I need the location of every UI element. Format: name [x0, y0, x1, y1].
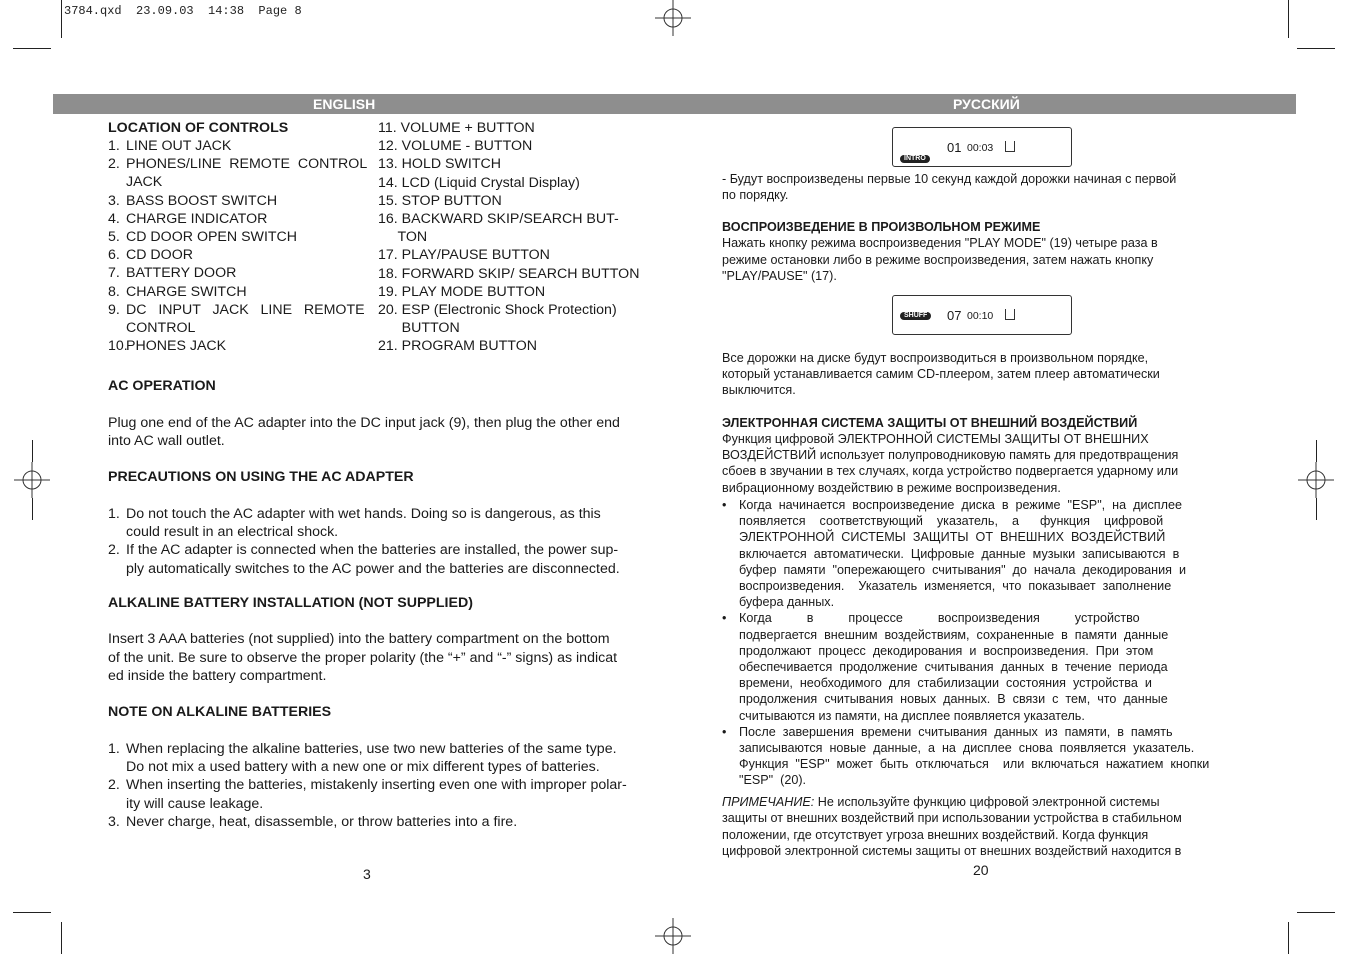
note-title: NOTE ON ALKALINE BATTERIES	[108, 704, 332, 720]
list-text: ity will cause leakage.	[126, 795, 264, 812]
control-item: 17. PLAY/PAUSE BUTTON	[378, 247, 550, 264]
intro-badge: INTRO	[900, 155, 930, 163]
battery-icon	[1005, 309, 1015, 320]
crop-mark	[13, 912, 51, 913]
control-label: JACK	[126, 174, 163, 191]
random-text2-line: выключится.	[722, 383, 796, 397]
list-text: When inserting the batteries, mistakenly inserting even one with improper polar-	[126, 777, 627, 794]
battery-icon	[1005, 141, 1015, 152]
control-label: CD DOOR	[126, 247, 193, 264]
list-number: 2.	[108, 777, 120, 794]
russian-header-band	[675, 94, 1296, 114]
control-item: 18. FORWARD SKIP/ SEARCH BUTTON	[378, 265, 640, 282]
esp-bullet-text: подвергается внешним воздействиям, сохраненные в памяти данные	[739, 627, 1169, 642]
esp-bullet-text: Когда в процессе воспроизведения устройство	[739, 611, 1140, 626]
control-label: PHONES/LINE REMOTE CONTROL	[126, 156, 368, 173]
registration-mark-icon	[1298, 462, 1334, 498]
control-number: 3.	[108, 192, 120, 209]
control-item: 12. VOLUME - BUTTON	[378, 138, 533, 155]
control-label: CHARGE INDICATOR	[126, 210, 268, 227]
battery-text-line: of the unit. Be sure to observe the proper polarity (the “+” and “-” signs) as indicat	[108, 650, 618, 666]
note-line: защиты от внешних воздействий при использовании устройства в стабильном	[722, 811, 1182, 825]
esp-bullet-text: времени, необходимого для стабилизации состояния устройства и	[739, 676, 1152, 691]
control-number: 10.	[108, 338, 128, 355]
control-label: CONTROL	[126, 320, 196, 336]
printer-slug: 3784.qxd 23.09.03 14:38 Page 8	[64, 4, 302, 18]
random-play-title: ВОСПРОИЗВЕДЕНИЕ В ПРОИЗВОЛЬНОМ РЕЖИМЕ	[722, 220, 1041, 234]
control-number: 5.	[108, 229, 120, 245]
random-text2-line: Все дорожки на диске будут воспроизводиться в произвольном порядке,	[722, 351, 1149, 365]
list-text: When replacing the alkaline batteries, use two new batteries of the same type.	[126, 741, 617, 757]
esp-bullet-text: После завершения времени считывания данных из памяти, в память	[739, 724, 1173, 739]
control-number: 6.	[108, 247, 120, 264]
esp-intro-line: Функция цифровой ЭЛЕКТРОННОЙ СИСТЕМЫ ЗАЩИТЫ ОТ ВНЕШНИХ	[722, 432, 1149, 446]
note-line: положении, где отсутствует угроза внешних воздействий. Когда функция	[722, 828, 1149, 842]
bullet-icon: •	[722, 611, 727, 626]
crop-mark	[1288, 922, 1289, 954]
bullet-icon: •	[722, 498, 727, 512]
crop-mark	[32, 440, 33, 462]
lcd-display-shuffle	[892, 295, 1072, 335]
english-header-band	[53, 94, 675, 114]
crop-mark	[61, 922, 62, 954]
esp-bullet-text: обеспечивается продолжение считывания данных в течение периода	[739, 660, 1168, 674]
english-header: ENGLISH	[313, 96, 376, 112]
crop-mark	[1297, 48, 1335, 49]
esp-bullet-text: воспроизведения. Указатель изменяется, что показывает заполнение	[739, 579, 1172, 593]
esp-bullet-text: "ESP" (20).	[739, 773, 807, 788]
lcd-track: 07	[947, 308, 962, 323]
random-text-line: Нажать кнопку режима воспроизведения "PLAY MODE" (19) четыре раза в	[722, 236, 1158, 250]
battery-title: ALKALINE BATTERY INSTALLATION (NOT SUPPLIED)	[108, 595, 473, 611]
control-item: 21. PROGRAM BUTTON	[378, 338, 537, 355]
control-number: 4.	[108, 210, 120, 227]
random-text-line: режиме остановки либо в режиме воспроизведения, затем нажать кнопку	[722, 253, 1154, 267]
lcd-time: 00:03	[967, 142, 994, 154]
esp-bullet-text: ЭЛЕКТРОННОЙ СИСТЕМЫ ЗАЩИТЫ ОТ ВНЕШНИХ ВОЗДЕЙСТВИЙ	[739, 530, 1166, 545]
crop-mark	[1316, 498, 1317, 520]
list-text: If the AC adapter is connected when the batteries are installed, the power sup-	[126, 542, 619, 559]
control-number: 9.	[108, 301, 120, 318]
esp-intro-line: сбоев в звучании в тех случаях, когда устройство подвергается ударному или	[722, 464, 1179, 479]
control-number: 7.	[108, 265, 120, 282]
list-number: 3.	[108, 813, 120, 830]
crop-mark	[1288, 0, 1289, 38]
esp-bullet-text: продолжения считывания новых данных. В связи с тем, что данные	[739, 692, 1168, 707]
crop-mark	[1297, 912, 1335, 913]
control-number: 2.	[108, 156, 120, 173]
esp-intro-line: ВОЗДЕЙСТВИЙ использует полупроводниковую память для предотвращения	[722, 448, 1179, 463]
esp-bullet-text: включается автоматически. Цифровые данные музыки записываются в	[739, 546, 1180, 561]
control-label: LINE OUT JACK	[126, 138, 232, 154]
note-label: ПРИМЕЧАНИЕ:	[722, 795, 815, 809]
registration-mark-icon	[655, 0, 691, 36]
control-label: PHONES JACK	[126, 338, 227, 355]
battery-text-line: Insert 3 AAA batteries (not supplied) into the battery compartment on the bottom	[108, 631, 610, 647]
ac-text-line: into AC wall outlet.	[108, 433, 225, 449]
ac-text-line: Plug one end of the AC adapter into the DC input jack (9), then plug the other end	[108, 415, 620, 431]
esp-bullet-text: буфера данных.	[739, 595, 835, 610]
control-item: 14. LCD (Liquid Crystal Display)	[378, 174, 580, 191]
esp-bullet-text: продолжают процесс декодирования и воспроизведения. При этом	[739, 643, 1154, 658]
russian-header: РУССКИЙ	[953, 96, 1020, 112]
crop-mark	[1316, 440, 1317, 462]
control-item: 19. PLAY MODE BUTTON	[378, 283, 546, 300]
precautions-title: PRECAUTIONS ON USING THE AC ADAPTER	[108, 469, 414, 485]
intro-text-line: по порядку.	[722, 188, 789, 202]
control-number: 8.	[108, 283, 120, 300]
control-number: 1.	[108, 138, 120, 154]
shuffle-badge: SHUFF	[900, 312, 931, 320]
control-item: 16. BACKWARD SKIP/SEARCH BUT-	[378, 211, 619, 227]
random-text2-line: который устанавливается самим CD-плеером, затем плеер автоматически	[722, 367, 1160, 381]
list-text: could result in an electrical shock.	[126, 524, 339, 541]
control-label: DC INPUT JACK LINE REMOTE	[126, 301, 365, 318]
crop-mark	[32, 498, 33, 520]
controls-title: LOCATION OF CONTROLS	[108, 120, 289, 136]
lcd-display-intro	[892, 127, 1072, 167]
control-label: BATTERY DOOR	[126, 265, 237, 282]
esp-bullet-text: Функция "ESP" может быть отключаться или включаться нажатием кнопки	[739, 757, 1210, 772]
control-item: BUTTON	[378, 320, 460, 337]
esp-bullet-text: Когда начинается воспроизведение диска в режиме "ESP", на дисплее	[739, 498, 1182, 512]
crop-mark	[61, 0, 62, 38]
bullet-icon: •	[722, 724, 727, 739]
registration-mark-icon	[655, 918, 691, 954]
registration-mark-icon	[14, 462, 50, 498]
control-label: CHARGE SWITCH	[126, 283, 247, 300]
ac-operation-title: AC OPERATION	[108, 378, 216, 394]
crop-mark	[13, 48, 51, 49]
esp-bullet-text: считываются из памяти, на дисплее появляется указатель.	[739, 708, 1085, 723]
list-number: 2.	[108, 542, 120, 559]
esp-title: ЭЛЕКТРОННАЯ СИСТЕМА ЗАЩИТЫ ОТ ВНЕШНИЙ ВОЗДЕЙСТВИЙ	[722, 416, 1138, 430]
battery-text-line: ed inside the battery compartment.	[108, 668, 327, 684]
control-item: 13. HOLD SWITCH	[378, 156, 501, 173]
esp-intro-line: вибрационному воздействию в режиме воспроизведения.	[722, 480, 1061, 495]
esp-bullet-text: появляется соответствующий указатель, а функция цифровой	[739, 514, 1164, 529]
list-text: ply automatically switches to the AC power and the batteries are disconnected.	[126, 560, 620, 577]
lcd-time: 00:10	[967, 310, 994, 322]
control-item: 11. VOLUME + BUTTON	[378, 120, 535, 136]
page-number-right: 20	[973, 862, 989, 878]
list-text: Never charge, heat, disassemble, or throw batteries into a fire.	[126, 813, 518, 830]
control-item: 20. ESP (Electronic Shock Protection)	[378, 302, 617, 318]
esp-bullet-text: записываются новые данные, а на дисплее снова появляется указатель.	[739, 741, 1195, 755]
note-line: ПРИМЕЧАНИЕ: Не используйте функцию цифровой электронной системы	[722, 795, 1160, 809]
page-number-left: 3	[363, 866, 371, 882]
esp-bullet-text: буфер памяти "опережающего считывания" до начала декодирования и	[739, 562, 1187, 577]
list-number: 1.	[108, 741, 120, 757]
control-item: TON	[378, 229, 428, 246]
list-text: Do not touch the AC adapter with wet hands. Doing so is dangerous, as this	[126, 506, 601, 522]
control-label: BASS BOOST SWITCH	[126, 192, 278, 209]
control-item: 15. STOP BUTTON	[378, 192, 502, 209]
random-text-line: "PLAY/PAUSE" (17).	[722, 269, 837, 283]
list-number: 1.	[108, 506, 120, 522]
lcd-track: 01	[947, 140, 962, 155]
control-label: CD DOOR OPEN SWITCH	[126, 229, 298, 245]
list-text: Do not mix a used battery with a new one or mix different types of batteries.	[126, 759, 600, 776]
note-line: цифровой электронной системы защиты от внешних воздействий находится в	[722, 844, 1182, 858]
intro-text-line: - Будут воспроизведены первые 10 секунд каждой дорожки начиная с первой	[722, 172, 1177, 186]
